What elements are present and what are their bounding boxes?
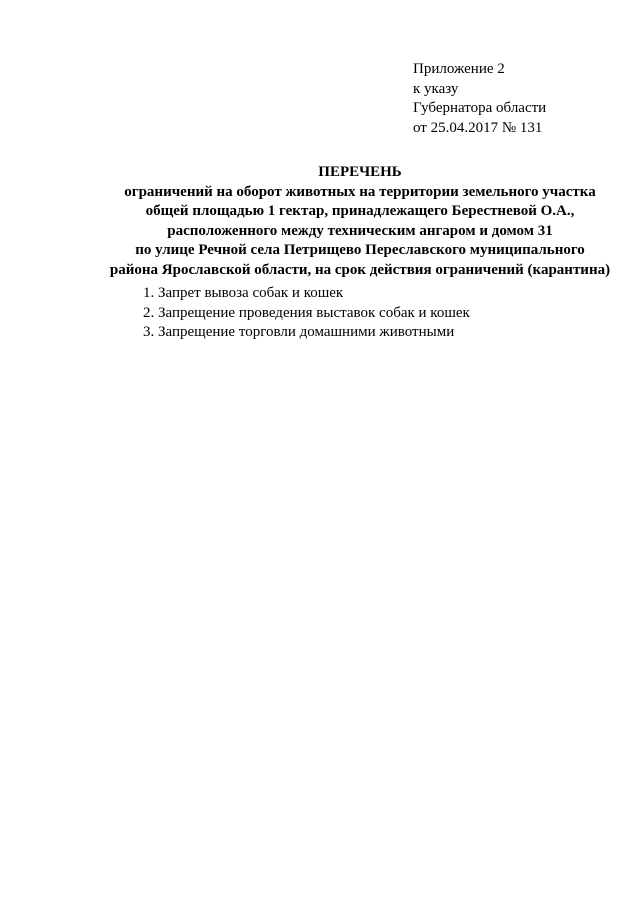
list-item: 1. Запрет вывоза собак и кошек [143, 285, 344, 301]
document-title: ПЕРЕЧЕНЬ [318, 164, 402, 180]
appendix-decree-label: к указу [413, 80, 459, 97]
heading-line: общей площадью 1 гектар, принадлежащего Берестневой О.А., [145, 203, 575, 219]
appendix-number: Приложение 2 [413, 61, 505, 77]
list-item: 2. Запрещение проведения выставок собак и кошек [143, 304, 470, 321]
heading-line: по улице Речной села Петрищево Переславского муниципального [135, 242, 585, 258]
appendix-date-number: от 25.04.2017 № 131 [413, 119, 543, 136]
appendix-issuer: Губернатора области [413, 100, 547, 116]
list-item: 3. Запрещение торговли домашними животными [143, 324, 455, 340]
restrictions-list [143, 284, 470, 343]
document-heading [100, 163, 620, 280]
heading-line: ограничений на оборот животных на территории земельного участка [124, 183, 596, 200]
appendix-reference [413, 60, 546, 138]
heading-line: района Ярославской области, на срок действия ограничений (карантина) [109, 261, 611, 278]
heading-line: расположенного между техническим ангаром и домом 31 [167, 222, 553, 239]
